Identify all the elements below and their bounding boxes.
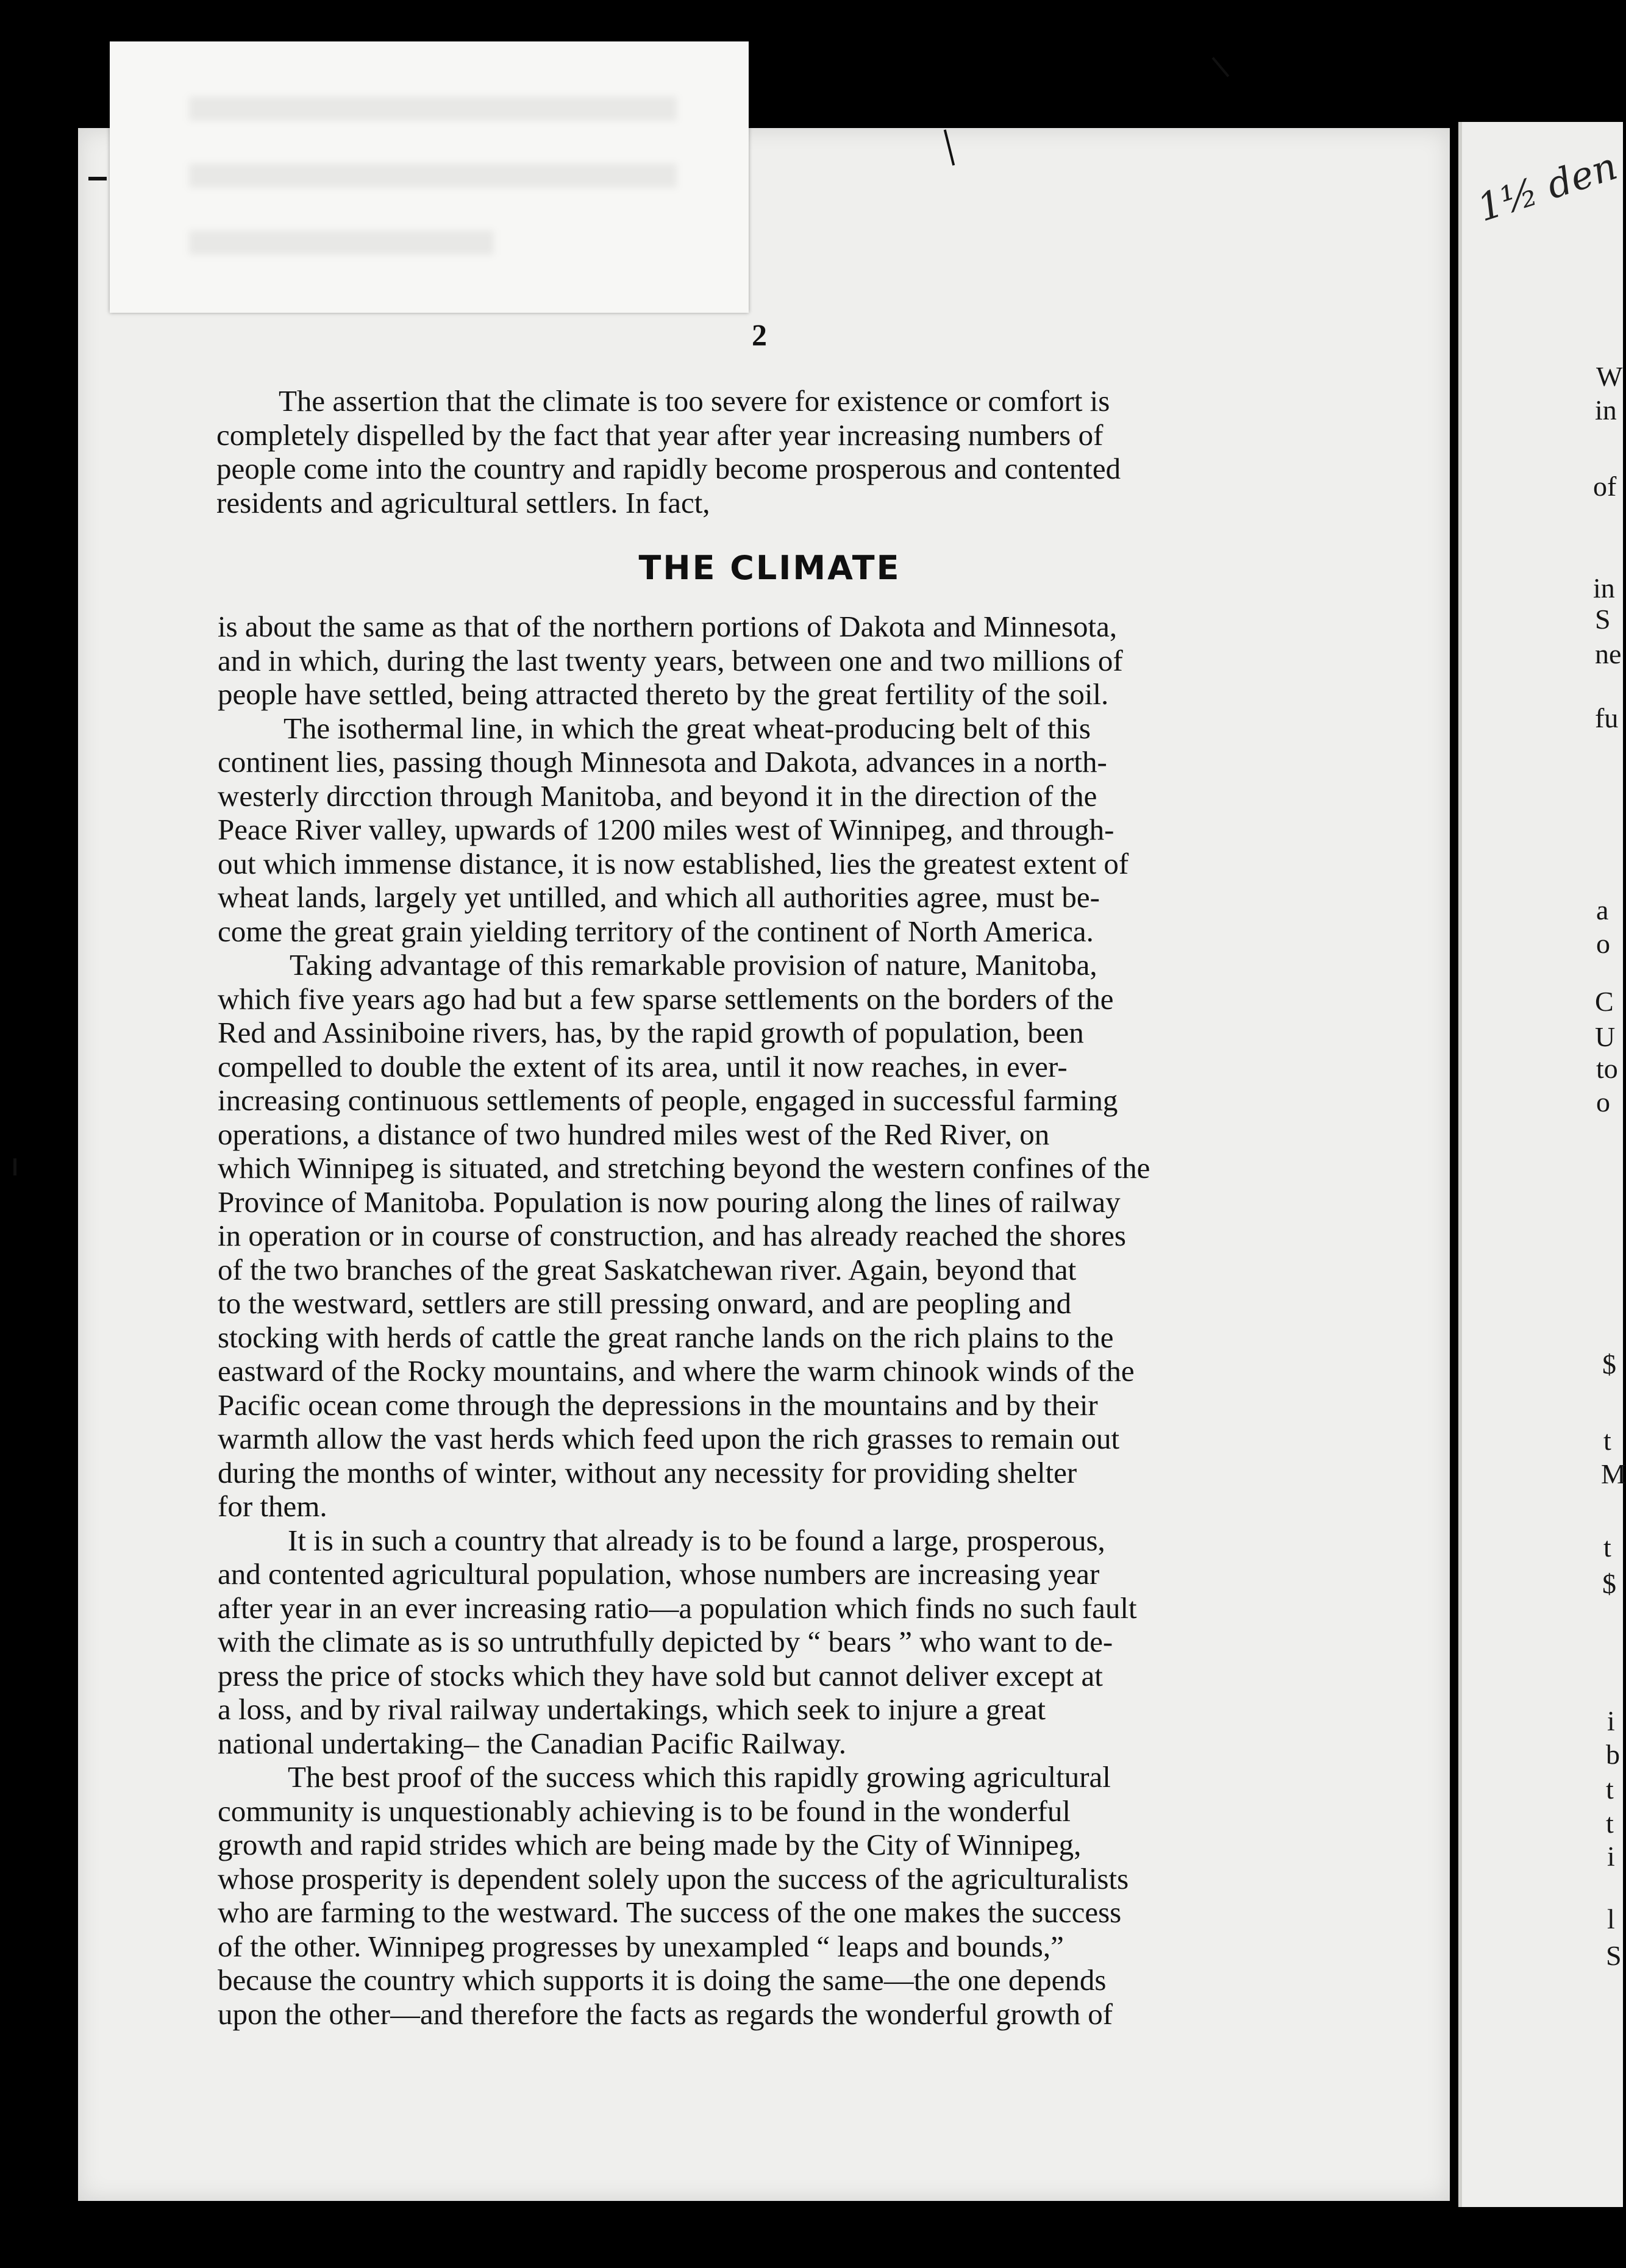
fragment: t xyxy=(1606,1808,1614,1839)
fragment: $ xyxy=(1602,1349,1616,1380)
text-line: compelled to double the extent of its area, until it now reaches, in ever- xyxy=(218,1049,1068,1083)
edge-mark xyxy=(13,1158,16,1175)
intro-paragraph xyxy=(216,384,1305,519)
text-line: a loss, and by rival railway undertakings, which seek to injure a great xyxy=(218,1692,1046,1726)
text-line: people come into the country and rapidly become prosperous and contented xyxy=(216,452,1121,485)
fragment: fu xyxy=(1595,702,1619,733)
text-line: come the great grain yielding territory of the continent of North America. xyxy=(218,914,1094,948)
adjacent-page xyxy=(1458,122,1626,2207)
fragment: i xyxy=(1607,1705,1615,1736)
text-line: wheat lands, largely yet untilled, and which all authorities agree, must be- xyxy=(218,880,1100,914)
text-line: upon the other—and therefore the facts as regards the wonderful growth of xyxy=(218,1997,1113,2031)
text-line: national undertaking– the Canadian Pacific Railway. xyxy=(218,1726,846,1760)
section-heading: THE CLIMATE xyxy=(638,549,901,587)
text-line: after year in an ever increasing ratio—a population which finds no such fault xyxy=(218,1591,1137,1625)
fragment: S xyxy=(1595,604,1611,635)
text-line: who are farming to the westward. The success of the one makes the success xyxy=(218,1895,1122,1929)
fragment: t xyxy=(1606,1774,1614,1805)
text-line: operations, a distance of two hundred miles west of the Red River, on xyxy=(218,1117,1050,1151)
text-line: whose prosperity is dependent solely upon the success of the agriculturalists xyxy=(218,1861,1129,1895)
text-line: Peace River valley, upwards of 1200 miles west of Winnipeg, and through- xyxy=(218,813,1114,846)
fragment: a xyxy=(1596,894,1609,925)
text-line: warmth allow the vast herds which feed upon the rich grasses to remain out xyxy=(218,1422,1120,1455)
text-line: continent lies, passing though Minnesota and Dakota, advances in a north- xyxy=(218,745,1107,779)
text-line: completely dispelled by the fact that year after year increasing numbers of xyxy=(216,418,1104,452)
text-line: growth and rapid strides which are being made by the City of Winnipeg, xyxy=(218,1828,1082,1861)
text-line: Red and Assiniboine rivers, has, by the rapid growth of population, been xyxy=(218,1016,1084,1049)
handwritten-note: 1½ den xyxy=(1472,143,1623,230)
text-line: and contented agricultural population, whose numbers are increasing year xyxy=(218,1557,1100,1591)
text-line: The assertion that the climate is too severe for existence or comfort is xyxy=(279,384,1110,418)
text-line: It is in such a country that already is to be found a large, prosperous, xyxy=(288,1523,1105,1557)
text-line: to the westward, settlers are still pressing onward, and are peopling and xyxy=(218,1286,1072,1320)
fragment: W xyxy=(1596,361,1623,392)
text-line: eastward of the Rocky mountains, and where the warm chinook winds of the xyxy=(218,1354,1135,1388)
fragment: $ xyxy=(1602,1568,1616,1599)
text-line: which five years ago had but a few sparse settlements on the borders of the xyxy=(218,982,1114,1016)
text-line: in operation or in course of construction, and has already reached the shores xyxy=(218,1219,1126,1252)
text-line: Pacific ocean come through the depressions in the mountains and by their xyxy=(218,1388,1098,1422)
text-line: Province of Manitoba. Population is now pouring along the lines of railway xyxy=(218,1185,1121,1219)
fragment: U xyxy=(1595,1021,1616,1052)
text-line: The isothermal line, in which the great wheat-producing belt of this xyxy=(283,711,1091,745)
text-line: and in which, during the last twenty years, between one and two millions of xyxy=(218,643,1123,677)
fragment: t xyxy=(1603,1425,1611,1456)
text-line: for them. xyxy=(218,1489,327,1523)
text-line: press the price of stocks which they have sold but cannot deliver except at xyxy=(218,1658,1103,1692)
page-number: 2 xyxy=(752,318,767,352)
fragment: C xyxy=(1595,986,1614,1017)
fragment: i xyxy=(1607,1841,1615,1872)
text-line: The best proof of the success which this rapidly growing agricultural xyxy=(288,1760,1111,1794)
fragment: t xyxy=(1603,1532,1611,1563)
text-line: out which immense distance, it is now established, lies the greatest extent of xyxy=(218,846,1129,880)
text-line: people have settled, being attracted thereto by the great fertility of the soil. xyxy=(218,677,1109,711)
edge-mark xyxy=(88,177,107,180)
text-line: Taking advantage of this remarkable provision of nature, Manitoba, xyxy=(290,948,1097,982)
text-line: of the other. Winnipeg progresses by unexampled “ leaps and bounds,” xyxy=(218,1929,1064,1963)
fragment: ne xyxy=(1595,638,1622,669)
fragment: o xyxy=(1596,928,1610,959)
pasted-label xyxy=(110,41,749,313)
text-line: of the two branches of the great Saskatchewan river. Again, beyond that xyxy=(218,1252,1077,1286)
climate-section xyxy=(218,610,1315,2031)
fragment: of xyxy=(1593,471,1617,502)
crease-mark xyxy=(1212,57,1230,77)
text-line: which Winnipeg is situated, and stretching beyond the western confines of the xyxy=(218,1151,1150,1185)
fragment: M xyxy=(1601,1458,1626,1489)
fragment: in xyxy=(1595,394,1617,426)
text-line: residents and agricultural settlers. In fact, xyxy=(216,485,710,519)
fragment: to xyxy=(1596,1053,1618,1084)
text-line: is about the same as that of the northern portions of Dakota and Minnesota, xyxy=(218,610,1118,643)
text-line: with the climate as is so untruthfully depicted by “ bears ” who want to de- xyxy=(218,1625,1113,1658)
text-line: during the months of winter, without any necessity for providing shelter xyxy=(218,1455,1077,1489)
text-line: community is unquestionably achieving is to be found in the wonderful xyxy=(218,1794,1071,1828)
text-line: because the country which supports it is doing the same—the one depends xyxy=(218,1963,1107,1997)
fragment: b xyxy=(1606,1739,1620,1770)
fragment: o xyxy=(1596,1086,1610,1118)
text-line: stocking with herds of cattle the great ranche lands on the rich plains to the xyxy=(218,1320,1114,1354)
text-line: westerly dircction through Manitoba, and beyond it in the direction of the xyxy=(218,779,1097,813)
fragment: S xyxy=(1606,1940,1622,1971)
fragment: l xyxy=(1607,1903,1615,1935)
fragment: in xyxy=(1593,572,1615,604)
text-line: increasing continuous settlements of people, engaged in successful farming xyxy=(218,1083,1118,1117)
